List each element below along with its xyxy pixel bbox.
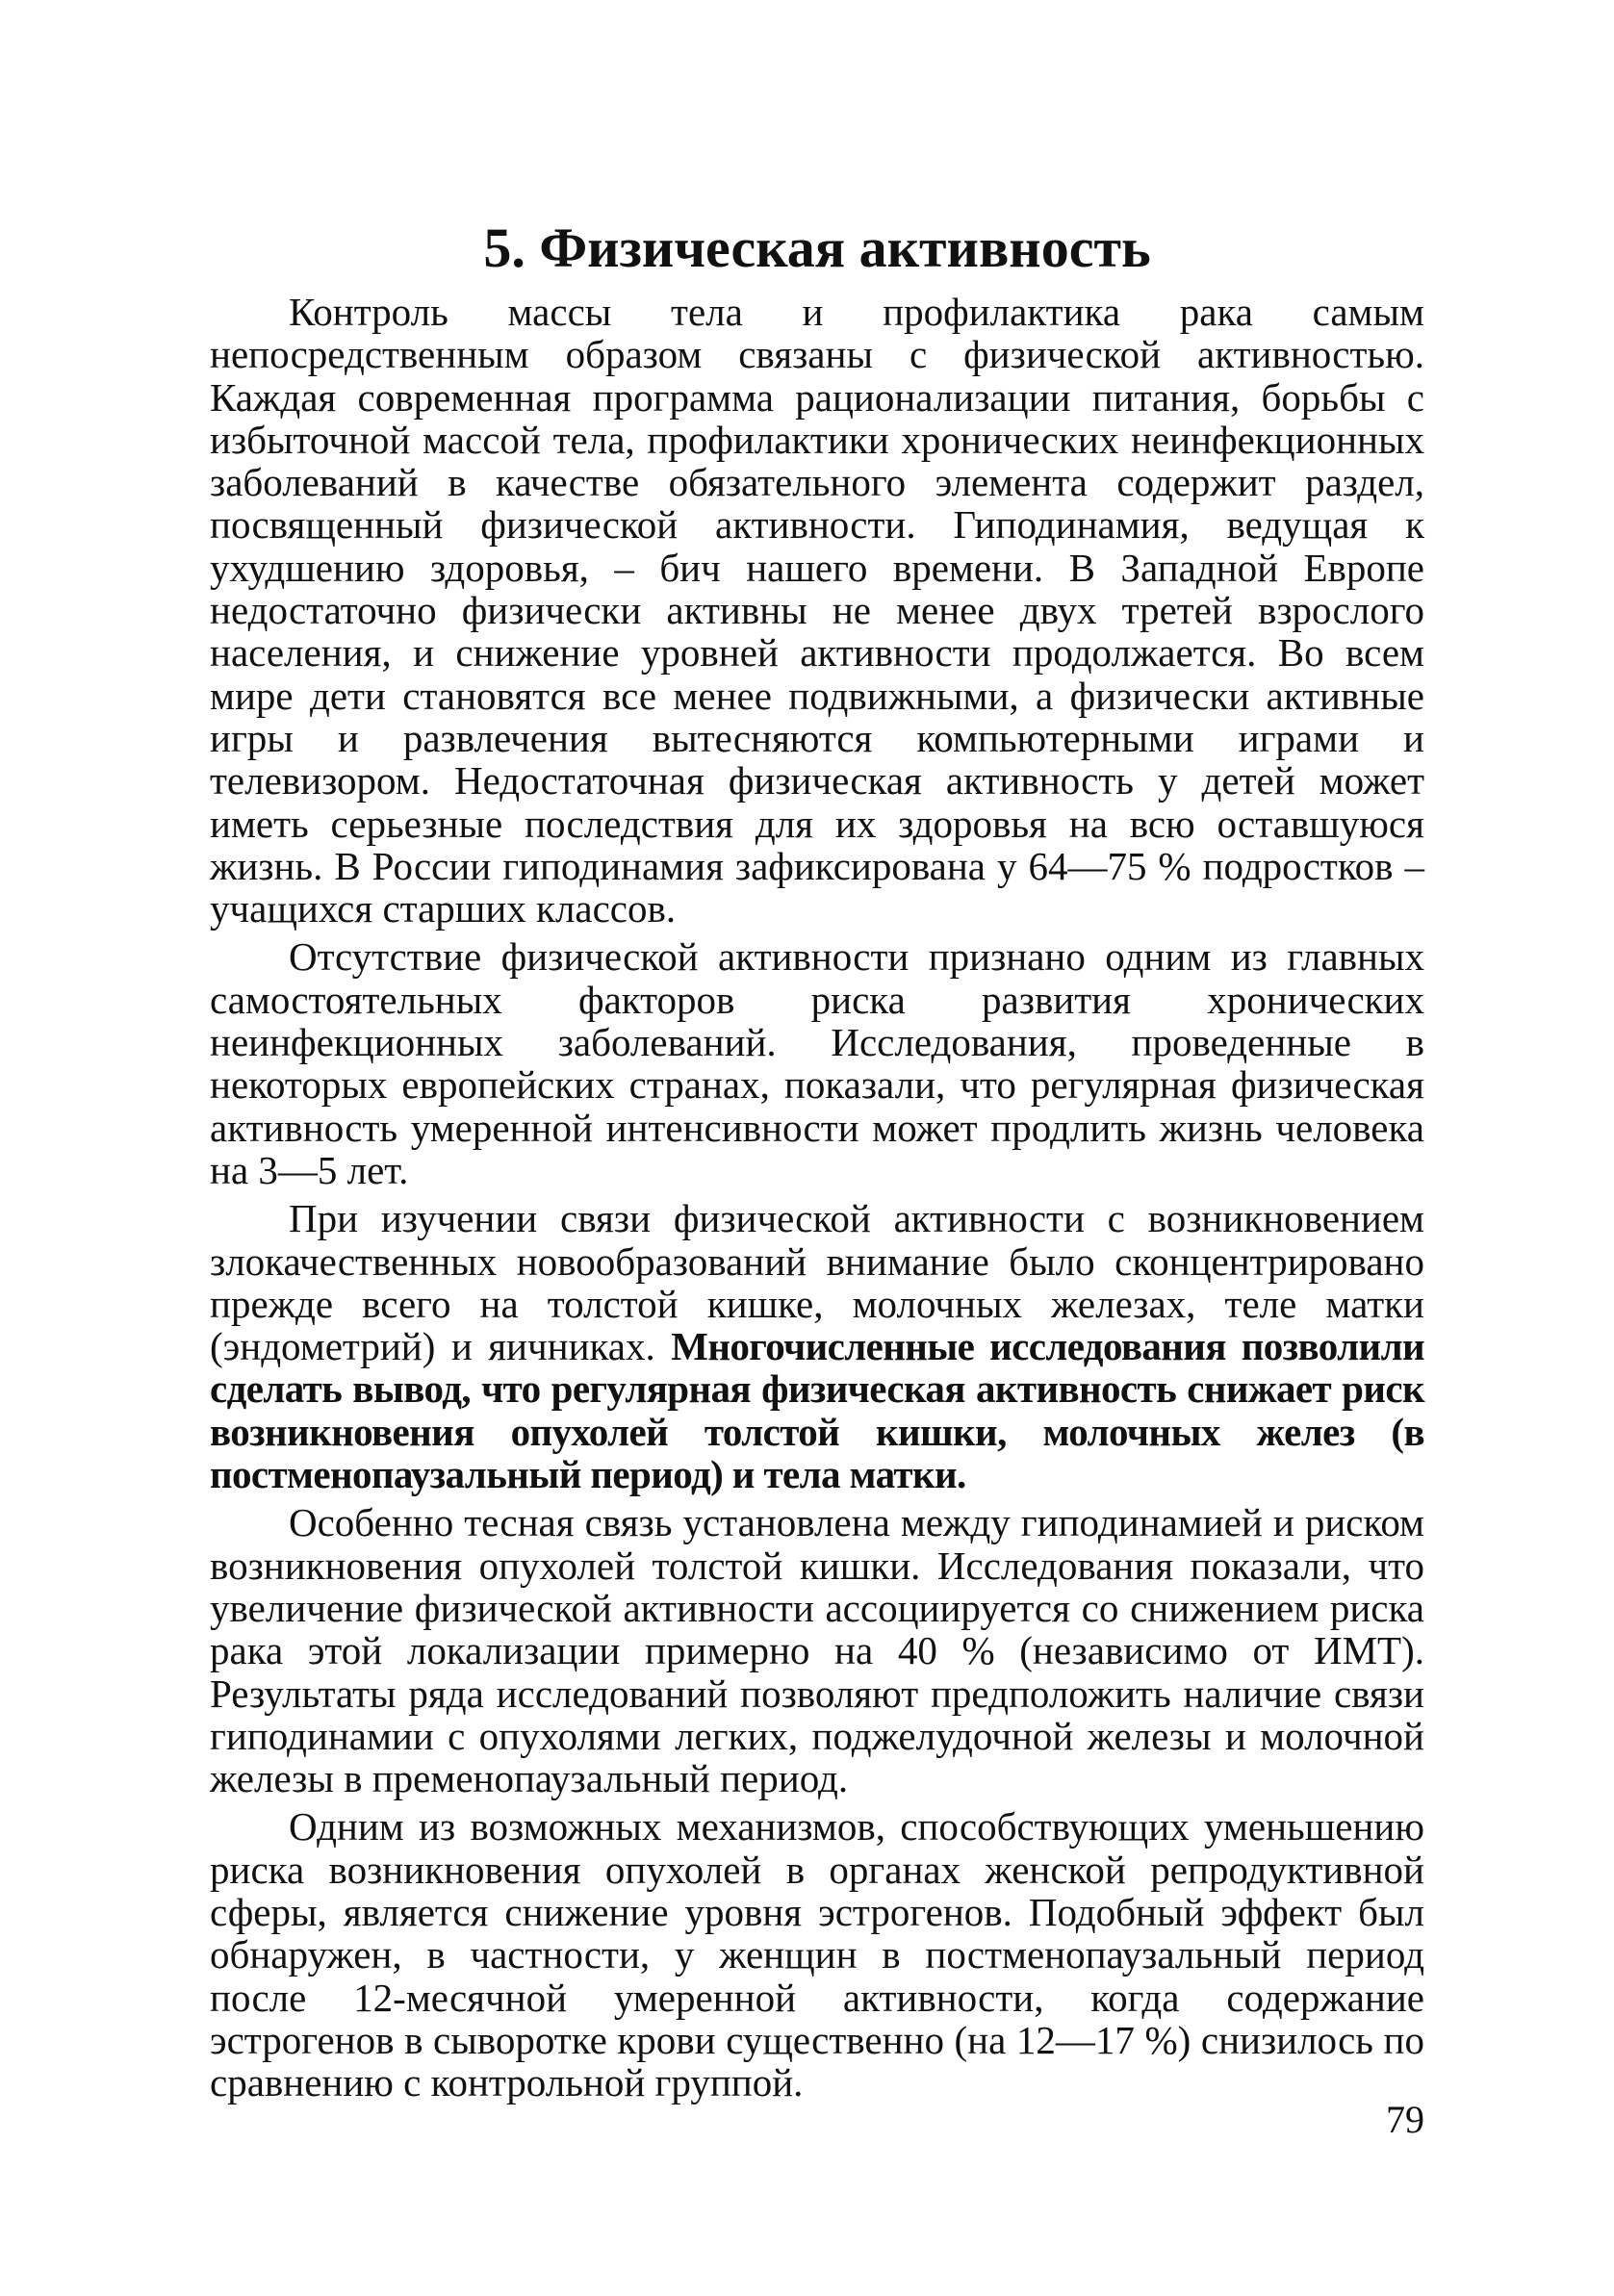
paragraph-3-bold-conclusion: Многочисленные исследования позволили сделать вывод, что регулярная физическая активность снижает риск возникновения опухолей толстой кишки, молочных желез (в постменопаузальный период) и тела матки. — [210, 1324, 1425, 1497]
paragraph-3-text: При изучении связи физической активности с возникновением злокачественных новообразований внимание было сконцентрировано прежде всего на толстой кишке, молочных железах, теле матки (эндометрий) и яичниках. — [210, 1196, 1424, 1369]
paragraph-2: Отсутствие физической активности признано одним из главных самостоятельных факторов риска развития хронических неинфекционных заболеваний. Исследования, проведенные в некоторых европейских странах, показали, что регулярная физическая активность умеренной интенсивности может продлить жизнь человека на 3—5 лет. — [210, 934, 1424, 1192]
body-text — [210, 291, 1424, 2109]
paragraph-3 — [210, 1197, 1424, 1495]
paragraph-5: Одним из возможных механизмов, способствующих уменьшению риска возникновения опухолей в органах женской репродуктивной сферы, является снижение уровня эстрогенов. Подобный эффект был обнаружен, в частности, у женщин в постменопаузальный период после 12-месячной умеренной активности, когда содержание эстрогенов в сыворотке крови существенно (на 12—17 %) снизилось по сравнению с контрольной группой. — [210, 1804, 1424, 2105]
page-number: 79 — [1386, 2098, 1424, 2141]
section-heading: 5. Физическая активность — [483, 217, 1151, 279]
paragraph-1: Контроль массы тела и профилактика рака самым непосредственным образом связаны с физической активностью. Каждая современная программа рационализации питания, борьбы с избыточной массой тела, профилактики хронических неинфекционных заболеваний в качестве обязательного элемента содержит раздел, посвященный физической активности. Гиподинамия, ведущая к ухудшению здоровья, – бич нашего времени. В Западной Европе недостаточно физически активны не менее двух третей взрослого населения, и снижение уровней активности продолжается. Во всем мире дети становятся все менее подвижными, а физически активные игры и развлечения вытесняются компьютерными играми и телевизором. Недостаточная физическая активность у детей может иметь серьезные последствия для их здоровья на всю оставшуюся жизнь. В России гиподинамия зафиксирована у 64—75 % подростков – учащихся старших классов. — [210, 290, 1424, 931]
paragraph-4: Особенно тесная связь установлена между гиподинамией и риском возникновения опухолей толстой кишки. Исследования показали, что увеличение физической активности ассоциируется со снижением риска рака этой локализации примерно на 40 % (независимо от ИМТ). Результаты ряда исследований позволяют предположить наличие связи гиподинамии с опухолями легких, поджелудочной железы и молочной железы в пременопаузальный период. — [210, 1500, 1424, 1801]
book-page — [210, 0, 1424, 2296]
